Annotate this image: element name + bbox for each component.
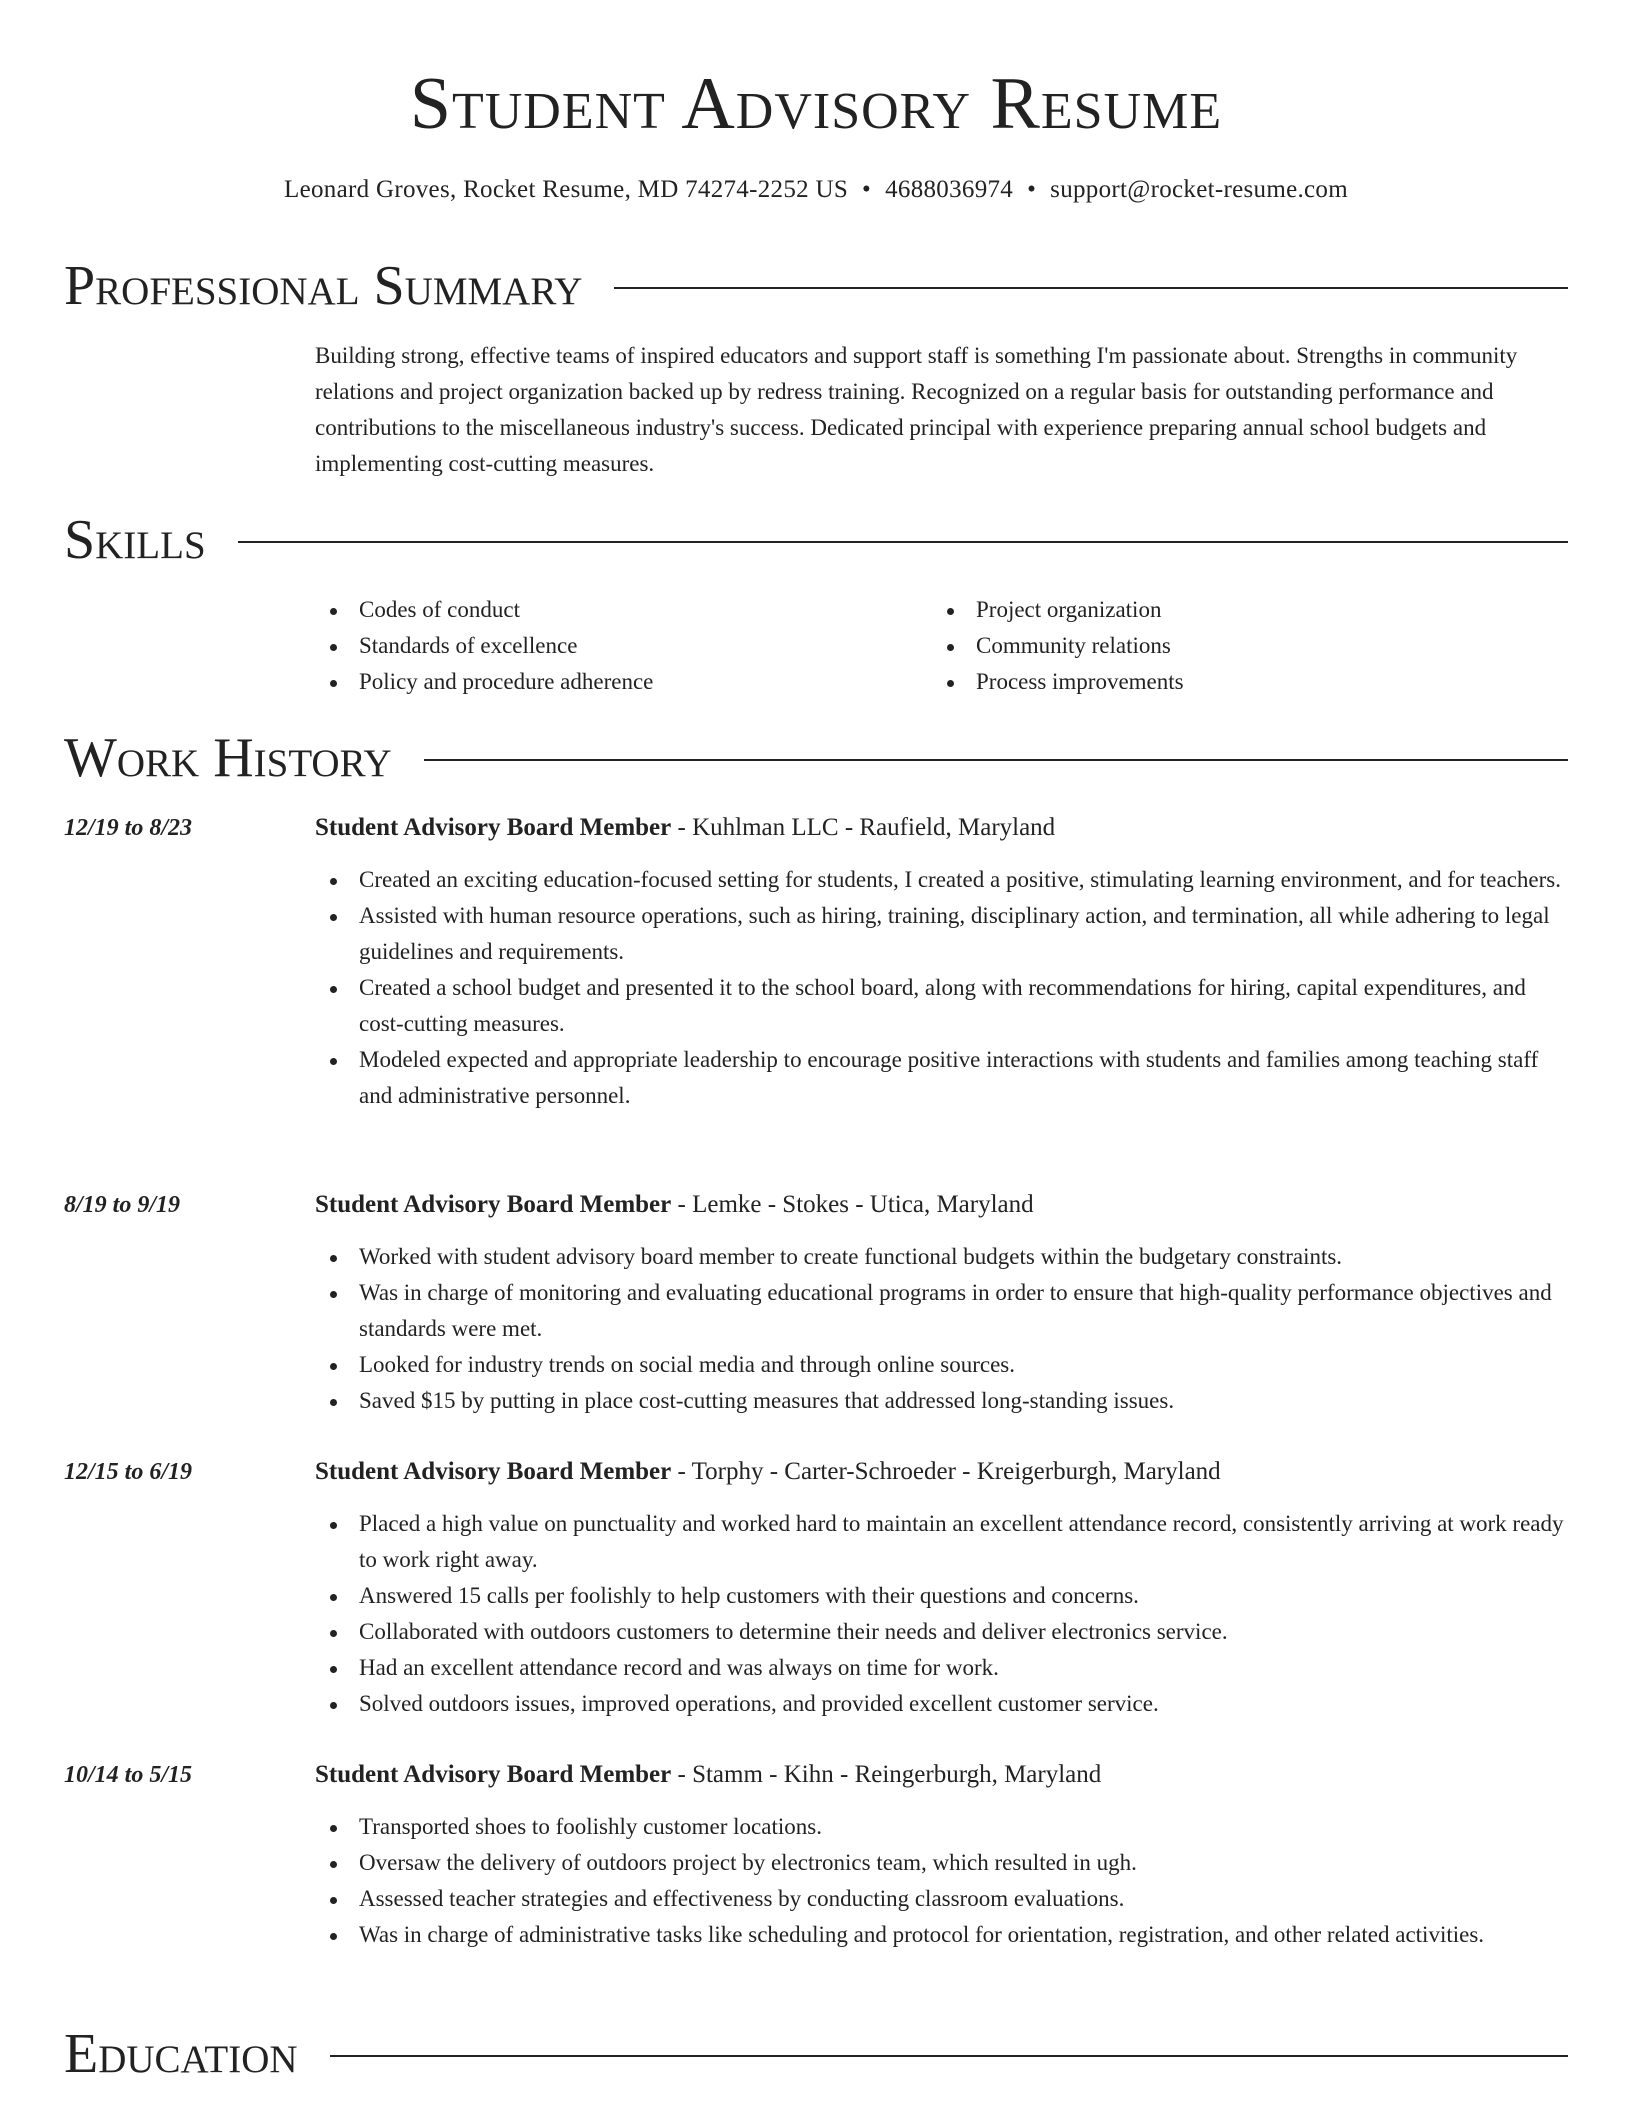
job-bullet: Answered 15 calls per foolishly to help customers with their questions and concerns. [315,1578,1570,1614]
contact-line [0,174,1632,206]
job-bullet: Had an excellent attendance record and was always on time for work. [315,1650,1570,1686]
job-bullets [315,1809,1570,1953]
job-bullet: Saved $15 by putting in place cost-cutting measures that addressed long-standing issues. [315,1383,1570,1419]
skill-item: Codes of conduct [315,592,653,628]
job-header [315,1189,1034,1221]
contact-separator: • [862,176,872,203]
work-section-heading [64,726,1568,790]
skills-column-2 [932,592,1184,700]
resume-title: Student Advisory Resume [409,63,1223,145]
contact-separator: • [1027,176,1037,203]
skills-column-1 [315,592,653,700]
job-employer: - Stamm - Kihn - Reingerburgh, Maryland [671,1761,1102,1788]
job-header [315,812,1055,844]
job-bullet: Oversaw the delivery of outdoors project by electronics team, which resulted in ugh. [315,1845,1570,1881]
job-bullet: Collaborated with outdoors customers to determine their needs and deliver electronics service. [315,1614,1570,1650]
job-bullets [315,1239,1570,1419]
job-dates: 10/14 to 5/15 [64,1762,193,1788]
job-bullets [315,1506,1570,1722]
job-bullet: Transported shoes to foolishly customer locations. [315,1809,1570,1845]
job-bullet: Was in charge of administrative tasks like scheduling and protocol for orientation, registration, and other related activities. [315,1917,1570,1953]
job-bullet: Modeled expected and appropriate leadership to encourage positive interactions with students and families among teaching staff and administrative personnel. [315,1042,1570,1114]
contact-phone: 4688036974 [885,176,1014,203]
job-bullet: Looked for industry trends on social media and through online sources. [315,1347,1570,1383]
job-dates: 8/19 to 9/19 [64,1192,181,1218]
job-bullet: Solved outdoors issues, improved operations, and provided excellent customer service. [315,1686,1570,1722]
skill-item: Project organization [932,592,1184,628]
job-bullet: Assisted with human resource operations, such as hiring, training, disciplinary action, and termination, all while adhering to legal guidelines and requirements. [315,898,1570,970]
job-bullet: Created a school budget and presented it to the school board, along with recommendations for hiring, capital expenditures, and cost-cutting measures. [315,970,1570,1042]
summary-heading-label: Professional Summary [64,255,583,317]
job-title: Student Advisory Board Member [315,1761,672,1788]
job-title: Student Advisory Board Member [315,1191,672,1218]
education-section-heading [64,2022,1568,2086]
job-header [315,1456,1221,1488]
section-divider [330,2055,1568,2057]
contact-address: Leonard Groves, Rocket Resume, MD 74274-2252 US [284,176,849,203]
job-bullet: Placed a high value on punctuality and worked hard to maintain an excellent attendance record, consistently arriving at work ready to work right away. [315,1506,1570,1578]
section-divider [614,287,1568,289]
job-bullets [315,862,1570,1114]
job-bullet: Created an exciting education-focused setting for students, I created a positive, stimulating learning environment, and for teachers. [315,862,1570,898]
job-employer: - Torphy - Carter-Schroeder - Kreigerburgh, Maryland [671,1458,1221,1485]
section-divider [238,541,1568,543]
contact-email: support@rocket-resume.com [1050,176,1348,203]
skill-item: Process improvements [932,664,1184,700]
job-employer: - Lemke - Stokes - Utica, Maryland [671,1191,1034,1218]
work-heading-label: Work History [64,727,392,789]
job-header [315,1759,1101,1791]
job-dates: 12/19 to 8/23 [64,815,193,841]
job-dates: 12/15 to 6/19 [64,1459,193,1485]
job-bullet: Worked with student advisory board member to create functional budgets within the budgetary constraints. [315,1239,1570,1275]
skill-item: Community relations [932,628,1184,664]
job-bullet: Was in charge of monitoring and evaluating educational programs in order to ensure that high-quality performance objectives and standards were met. [315,1275,1570,1347]
section-divider [424,759,1568,761]
summary-paragraph: Building strong, effective teams of inspired educators and support staff is something I'm passionate about. Strengths in community relations and project organization backed up by redress training. Recognized on a regular basis for outstanding performance and contributions to the miscellaneous industry's success. Dedicated principal with experience preparing annual school budgets and implementing cost-cutting measures. [315,343,1518,476]
skills-heading-label: Skills [64,509,206,571]
skill-item: Standards of excellence [315,628,653,664]
job-title: Student Advisory Board Member [315,1458,672,1485]
job-title: Student Advisory Board Member [315,814,672,841]
skills-section-heading [64,508,1568,572]
education-heading-label: Education [64,2023,298,2085]
summary-section-heading [64,254,1568,318]
job-bullet: Assessed teacher strategies and effectiveness by conducting classroom evaluations. [315,1881,1570,1917]
job-employer: - Kuhlman LLC - Raufield, Maryland [671,814,1056,841]
skill-item: Policy and procedure adherence [315,664,653,700]
